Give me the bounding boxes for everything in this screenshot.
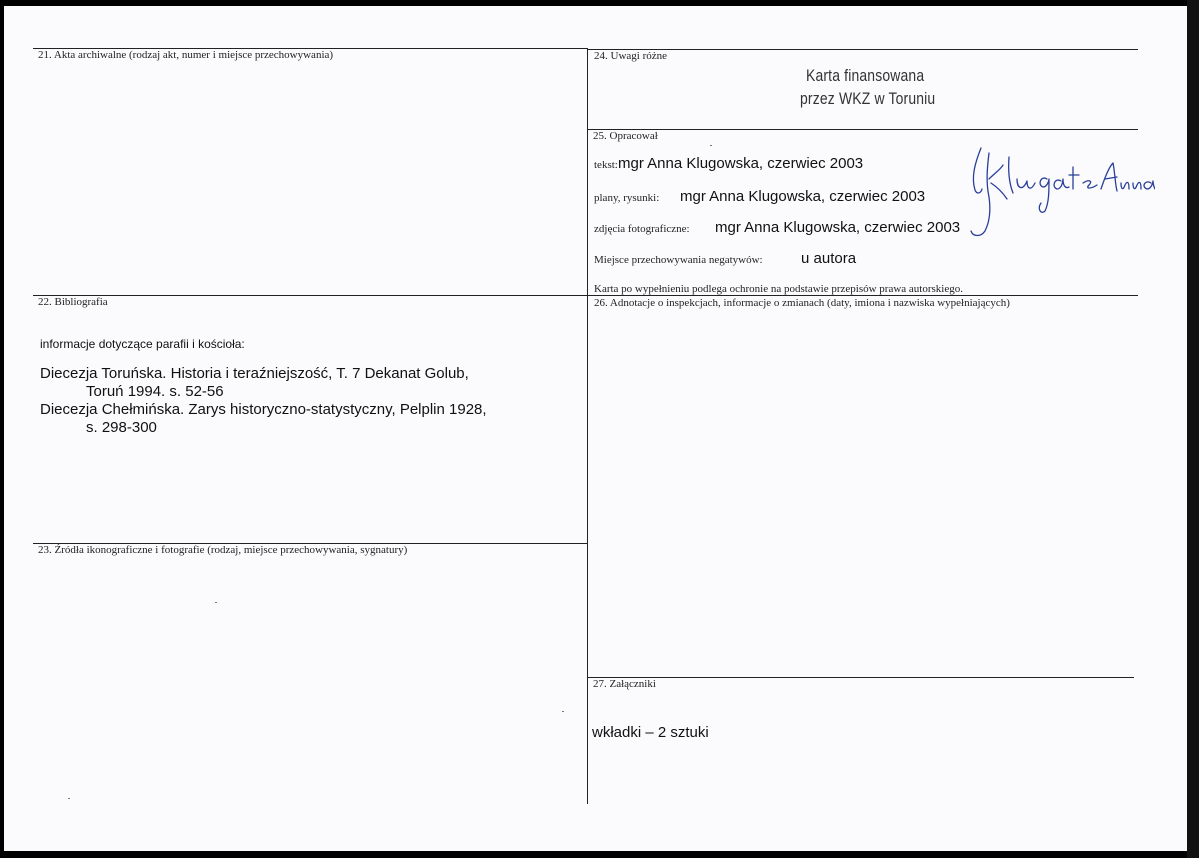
author-signature — [965, 145, 1155, 240]
divider-26-27 — [587, 677, 1134, 678]
attachments-value: wkładki – 2 sztuki — [592, 724, 709, 741]
miejsce-label: Miejsce przechowywania negatywów: — [594, 254, 763, 266]
divider-21-22 — [33, 295, 1138, 296]
zdjecia-label: zdjęcia fotograficzne: — [594, 223, 690, 235]
section-24-label: 24. Uwagi różne — [594, 50, 668, 62]
stamp-line-2: przez WKZ w Toruniu — [800, 89, 936, 108]
bibliography-entry-1-line2: Toruń 1994. s. 52-56 — [86, 383, 224, 400]
stamp-line-1: Karta finansowana — [806, 66, 925, 85]
section-26-label: 26. Adnotacje o inspekcjach, informacje o zmianach (daty, imiona i nazwiska wypełniających) — [594, 297, 1010, 309]
bibliography-entry-2-line1: Diecezja Chełmińska. Zarys historyczno-statystyczny, Pelplin 1928, — [40, 401, 487, 418]
scan-speck — [710, 145, 712, 146]
miejsce-value: u autora — [801, 250, 857, 267]
tekst-value: mgr Anna Klugowska, czerwiec 2003 — [618, 155, 864, 172]
section-22-label: 22. Bibliografia — [38, 296, 108, 308]
section-23-label: 23. Źródła ikonograficzne i fotografie (rodzaj, miejsce przechowywania, sygnatury) — [38, 544, 408, 556]
section-21-label: 21. Akta archiwalne (rodzaj akt, numer i miejsce przechowywania) — [38, 49, 334, 61]
copyright-notice: Karta po wypełnieniu podlega ochronie na podstawie przepisów prawa autorskiego. — [594, 283, 963, 295]
section-27-label: 27. Załączniki — [593, 678, 656, 690]
bibliography-intro: informacje dotyczące parafii i kościoła: — [40, 337, 245, 351]
tekst-label: tekst: — [594, 159, 618, 171]
scan-speck — [215, 602, 217, 603]
divider-24-25 — [587, 129, 1138, 130]
center-divider — [587, 48, 588, 804]
bibliography-entry-1-line1: Diecezja Toruńska. Historia i teraźniejszość, T. 7 Dekanat Golub, — [40, 365, 469, 382]
scan-speck — [68, 798, 70, 799]
scan-edge — [1187, 0, 1199, 858]
plany-label: plany, rysunki: — [594, 192, 660, 204]
section-25-label: 25. Opracował — [593, 130, 658, 142]
bibliography-entry-2-line2: s. 298-300 — [86, 419, 157, 436]
plany-value: mgr Anna Klugowska, czerwiec 2003 — [680, 188, 926, 205]
zdjecia-value: mgr Anna Klugowska, czerwiec 2003 — [715, 219, 961, 236]
top-border-right — [587, 49, 1138, 50]
scan-speck — [562, 711, 564, 712]
